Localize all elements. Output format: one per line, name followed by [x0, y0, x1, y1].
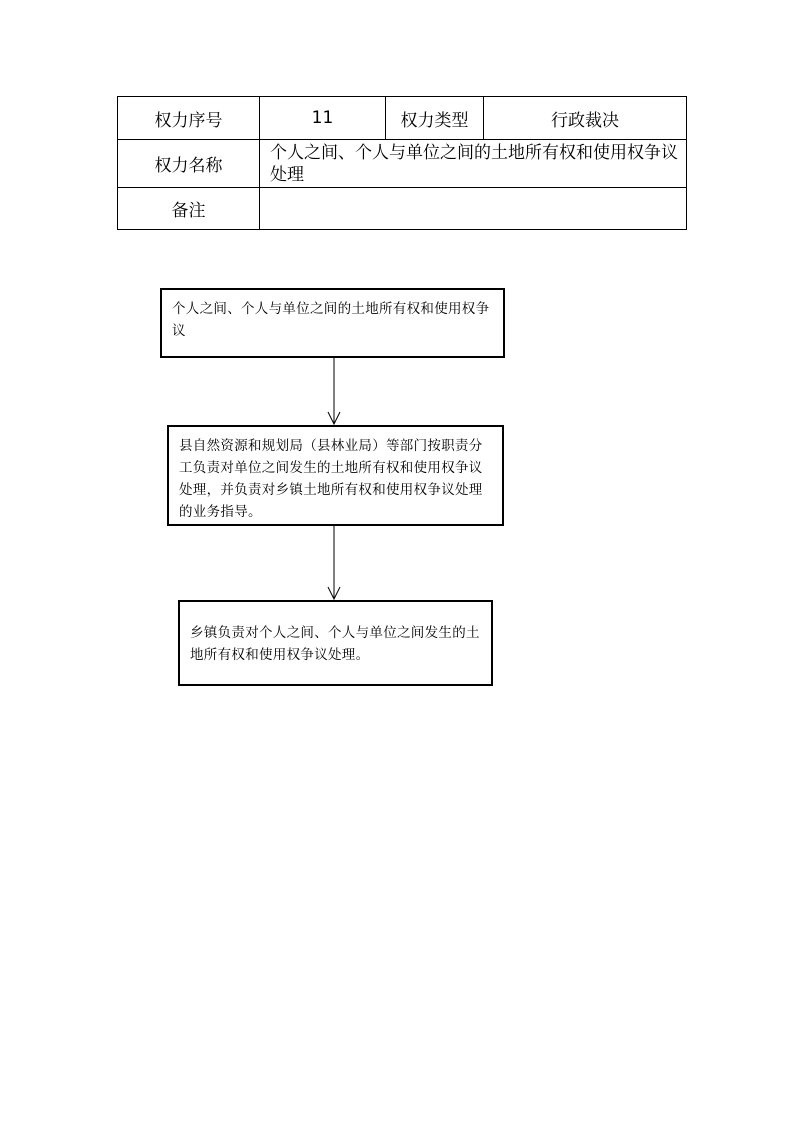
serial-value: 11 — [260, 97, 386, 140]
name-value: 个人之间、个人与单位之间的土地所有权和使用权争议处理 — [260, 140, 687, 188]
flow-arrow-head-1 — [328, 412, 340, 424]
flow-arrow-head-2 — [328, 587, 340, 599]
table-row-serial — [118, 97, 687, 140]
type-label: 权力类型 — [386, 97, 484, 140]
flow-step-township: 乡镇负责对个人之间、个人与单位之间发生的土地所有权和使用权争议处理。 — [178, 600, 493, 686]
name-label: 权力名称 — [118, 140, 260, 188]
remark-value — [260, 188, 687, 230]
table-row-remark — [118, 188, 687, 230]
remark-label: 备注 — [118, 188, 260, 230]
serial-label: 权力序号 — [118, 97, 260, 140]
type-value: 行政裁决 — [484, 97, 687, 140]
flow-step-county-department: 县自然资源和规划局（县林业局）等部门按职责分工负责对单位之间发生的土地所有权和使用权争议处理，并负责对乡镇土地所有权和使用权争议处理的业务指导。 — [167, 425, 504, 526]
flow-step-dispute: 个人之间、个人与单位之间的土地所有权和使用权争议 — [160, 288, 505, 358]
table-row-name — [118, 140, 687, 188]
power-info-table — [117, 96, 687, 230]
